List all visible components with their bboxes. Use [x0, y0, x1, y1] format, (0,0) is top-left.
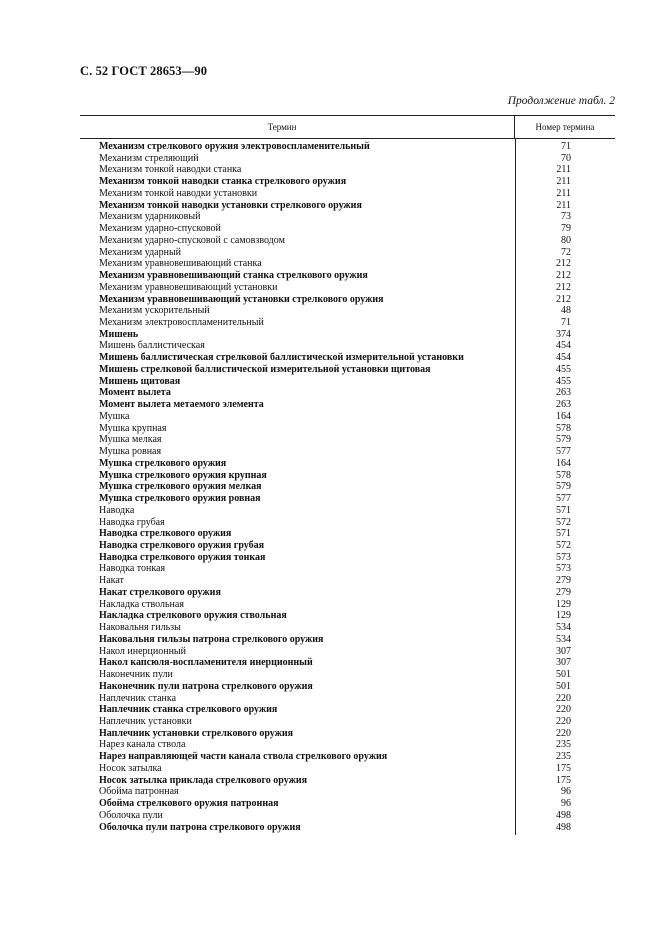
table-row: [80, 657, 615, 669]
term-cell: Накол инерционный: [99, 645, 186, 657]
table-continuation-note: Продолжение табл. 2: [507, 95, 615, 107]
term-number-cell: 455: [556, 375, 571, 387]
table-row: [80, 176, 615, 188]
term-number-cell: 80: [561, 234, 571, 246]
table-row: [80, 411, 615, 423]
table-row: [80, 200, 615, 212]
table-row: [80, 235, 615, 247]
term-cell: Мишень стрелковой баллистической измерительной установки щитовая: [99, 363, 431, 375]
table-row: [80, 423, 615, 435]
table-row: [80, 669, 615, 681]
term-number-cell: 211: [556, 187, 571, 199]
term-number-cell: 73: [561, 211, 571, 223]
term-cell: Мишень щитовая: [99, 375, 181, 387]
term-cell: Механизм уравновешивающий станка: [99, 258, 262, 270]
table-row: [80, 247, 615, 259]
table-row: [80, 681, 615, 693]
term-number-cell: 263: [556, 387, 571, 399]
term-number-cell: 71: [561, 141, 571, 152]
column-header-number: Номер термина: [514, 116, 615, 138]
term-number-cell: 70: [561, 152, 571, 164]
term-number-cell: 211: [556, 176, 571, 188]
term-cell: Наводка стрелкового оружия грубая: [99, 539, 265, 551]
term-number-cell: 79: [561, 223, 571, 235]
term-cell: Наводка стрелкового оружия тонкая: [99, 551, 266, 563]
table-row: [80, 563, 615, 575]
table-row: [80, 599, 615, 611]
table-row: [80, 340, 615, 352]
term-cell: Мушка стрелкового оружия мелкая: [99, 481, 262, 493]
table-row: [80, 399, 615, 411]
term-cell: Наводка грубая: [99, 516, 165, 528]
term-number-cell: 571: [556, 504, 571, 516]
table-row: [80, 329, 615, 341]
term-cell: Оболочка пули: [99, 809, 163, 821]
term-cell: Мушка стрелкового оружия: [99, 457, 227, 469]
term-cell: Обойма патронная: [99, 786, 179, 798]
term-cell: Накат стрелкового оружия: [99, 586, 221, 598]
term-number-cell: 212: [556, 270, 571, 282]
term-number-cell: 212: [556, 258, 571, 270]
term-number-cell: 498: [556, 821, 571, 833]
term-number-cell: 129: [556, 598, 571, 610]
table-row: [80, 646, 615, 658]
table-row: [80, 622, 615, 634]
term-cell: Механизм ударно-спусковой с самовзводом: [99, 234, 285, 246]
term-cell: Мушка мелкая: [99, 434, 162, 446]
term-number-cell: 279: [556, 586, 571, 598]
term-number-cell: 129: [556, 610, 571, 622]
term-cell: Механизм стрелкового оружия электровоспламенительный: [99, 141, 370, 152]
table-row: [80, 575, 615, 587]
term-number-cell: 577: [556, 493, 571, 505]
page-header: С. 52 ГОСТ 28653—90: [80, 64, 208, 78]
term-number-cell: 71: [561, 317, 571, 329]
term-number-cell: 220: [556, 704, 571, 716]
table-row: [80, 223, 615, 235]
term-cell: Момент вылета метаемого элемента: [99, 399, 264, 411]
term-number-cell: 572: [556, 539, 571, 551]
table-row: [80, 751, 615, 763]
table-row: [80, 810, 615, 822]
term-cell: Обойма стрелкового оружия патронная: [99, 798, 279, 810]
term-cell: Механизм тонкой наводки установки стрелкового оружия: [99, 199, 362, 211]
term-number-cell: 279: [556, 575, 571, 587]
term-number-cell: 235: [556, 751, 571, 763]
term-number-cell: 579: [556, 434, 571, 446]
term-number-cell: 534: [556, 633, 571, 645]
term-cell: Мишень баллистическая стрелковой баллистической измерительной установки: [99, 352, 464, 364]
table-row: [80, 141, 615, 153]
term-cell: Нарез направляющей части канала ствола стрелкового оружия: [99, 751, 388, 763]
table-row: [80, 763, 615, 775]
term-cell: Наконечник пули: [99, 669, 173, 681]
term-number-cell: 211: [556, 199, 571, 211]
term-cell: Накладка стрелкового оружия ствольная: [99, 610, 287, 622]
term-cell: Мушка стрелкового оружия крупная: [99, 469, 267, 481]
term-cell: Механизм уравновешивающий установки: [99, 281, 278, 293]
table-row: [80, 282, 615, 294]
table-row: [80, 164, 615, 176]
term-cell: Механизм ускорительный: [99, 305, 210, 317]
term-number-cell: 212: [556, 281, 571, 293]
term-cell: Носок затылка: [99, 762, 162, 774]
term-cell: Наковальня гильзы: [99, 622, 181, 634]
table-row: [80, 458, 615, 470]
table-row: [80, 528, 615, 540]
term-number-cell: 454: [556, 352, 571, 364]
table-row: [80, 481, 615, 493]
term-number-cell: 572: [556, 516, 571, 528]
term-number-cell: 307: [556, 645, 571, 657]
term-cell: Мушка: [99, 410, 130, 422]
term-number-cell: 220: [556, 715, 571, 727]
table-row: [80, 716, 615, 728]
term-number-cell: 96: [561, 798, 571, 810]
term-cell: Наводка стрелкового оружия: [99, 528, 232, 540]
table-row: [80, 775, 615, 787]
term-number-cell: 220: [556, 692, 571, 704]
table-row: [80, 188, 615, 200]
term-number-cell: 211: [556, 164, 571, 176]
table-row: [80, 610, 615, 622]
table-row: [80, 552, 615, 564]
table-row: [80, 470, 615, 482]
term-cell: Наводка тонкая: [99, 563, 166, 575]
term-cell: Мушка ровная: [99, 446, 162, 458]
term-number-cell: 571: [556, 528, 571, 540]
term-cell: Механизм ударно-спусковой: [99, 223, 221, 235]
term-number-cell: 578: [556, 469, 571, 481]
term-cell: Наконечник пули патрона стрелкового оружия: [99, 680, 313, 692]
table-row: [80, 704, 615, 716]
table-row: [80, 634, 615, 646]
term-number-cell: 579: [556, 481, 571, 493]
term-cell: Мишень баллистическая: [99, 340, 205, 352]
table-row: [80, 786, 615, 798]
term-number-cell: 501: [556, 680, 571, 692]
term-cell: Мушка крупная: [99, 422, 167, 434]
term-cell: Наводка: [99, 504, 135, 516]
table-row: [80, 728, 615, 740]
term-cell: Механизм тонкой наводки станка стрелкового оружия: [99, 176, 347, 188]
term-cell: Наплечник станка: [99, 692, 177, 704]
term-cell: Механизм тонкой наводки установки: [99, 187, 258, 199]
table-body: [80, 139, 615, 833]
term-cell: Механизм стреляющий: [99, 152, 199, 164]
table-row: [80, 540, 615, 552]
term-cell: Накладка ствольная: [99, 598, 184, 610]
term-number-cell: 48: [561, 305, 571, 317]
table-row: [80, 376, 615, 388]
term-number-cell: 498: [556, 809, 571, 821]
term-cell: Накат: [99, 575, 124, 587]
term-number-cell: 220: [556, 727, 571, 739]
table-row: [80, 517, 615, 529]
term-number-cell: 573: [556, 551, 571, 563]
term-number-cell: 164: [556, 410, 571, 422]
term-cell: Наковальня гильзы патрона стрелкового оружия: [99, 633, 324, 645]
table-row: [80, 317, 615, 329]
term-cell: Механизм тонкой наводки станка: [99, 164, 242, 176]
table-row: [80, 434, 615, 446]
table-row: [80, 587, 615, 599]
table-row: [80, 258, 615, 270]
term-number-cell: 164: [556, 457, 571, 469]
term-number-cell: 374: [556, 328, 571, 340]
term-number-cell: 235: [556, 739, 571, 751]
table-row: [80, 798, 615, 810]
term-cell: Момент вылета: [99, 387, 171, 399]
term-cell: Механизм уравновешивающий станка стрелкового оружия: [99, 270, 368, 282]
term-number-cell: 534: [556, 622, 571, 634]
column-header-term: Термин: [267, 122, 297, 132]
term-number-cell: 454: [556, 340, 571, 352]
term-cell: Нарез канала ствола: [99, 739, 186, 751]
term-cell: Механизм уравновешивающий установки стрелкового оружия: [99, 293, 384, 305]
term-number-cell: 307: [556, 657, 571, 669]
term-number-cell: 175: [556, 774, 571, 786]
term-number-cell: 263: [556, 399, 571, 411]
term-cell: Механизм ударный: [99, 246, 182, 258]
table-row: [80, 446, 615, 458]
terms-table: [80, 115, 615, 833]
table-row: [80, 305, 615, 317]
term-number-cell: 96: [561, 786, 571, 798]
term-cell: Оболочка пули патрона стрелкового оружия: [99, 821, 301, 833]
term-cell: Наплечник станка стрелкового оружия: [99, 704, 278, 716]
table-row: [80, 211, 615, 223]
term-cell: Мишень: [99, 328, 139, 340]
term-cell: Мушка стрелкового оружия ровная: [99, 493, 261, 505]
term-cell: Наплечник установки: [99, 715, 192, 727]
table-row: [80, 364, 615, 376]
table-row: [80, 493, 615, 505]
term-cell: Механизм ударниковый: [99, 211, 201, 223]
term-cell: Наплечник установки стрелкового оружия: [99, 727, 294, 739]
term-number-cell: 72: [561, 246, 571, 258]
term-cell: Накол капсюля-воспламенителя инерционный: [99, 657, 313, 669]
term-number-cell: 212: [556, 293, 571, 305]
table-row: [80, 352, 615, 364]
term-number-cell: 175: [556, 762, 571, 774]
term-number-cell: 573: [556, 563, 571, 575]
term-number-cell: 578: [556, 422, 571, 434]
table-row: [80, 387, 615, 399]
term-number-cell: 577: [556, 446, 571, 458]
term-number-cell: 501: [556, 669, 571, 681]
term-cell: Механизм электровоспламенительный: [99, 317, 264, 329]
table-row: [80, 822, 615, 834]
table-row: [80, 153, 615, 165]
term-number-cell: 455: [556, 363, 571, 375]
table-row: [80, 693, 615, 705]
table-header: [80, 115, 615, 139]
table-row: [80, 270, 615, 282]
table-row: [80, 294, 615, 306]
table-row: [80, 739, 615, 751]
table-row: [80, 505, 615, 517]
term-cell: Носок затылка приклада стрелкового оружия: [99, 774, 308, 786]
